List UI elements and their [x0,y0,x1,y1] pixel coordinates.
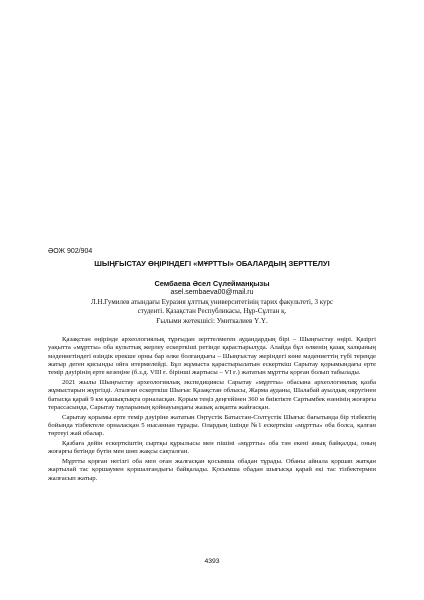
author-name: Сембаева Әсел Сүлейманқызы [154,279,270,288]
paragraph-5: Мұртты қорған негізгі оба мен оған жалғасқан қосымша обадан тұрады. Обаны айнала қоршап жатқан жартылай тас қоршаумен қоршалғандығы байқалады. Қосымша обадан шығысқа қарай екі тас тізбектермен жалғасып жатыр. [48,458,376,482]
article-body [48,336,376,485]
article-title: ШЫҢҒЫСТАУ ӨҢІРІНДЕГІ «МҰРТТЫ» ОБАЛАРДЫҢ ЗЕРТТЕЛУІ [94,259,330,268]
udc-code: ӘОЖ 902/904 [48,248,93,255]
paragraph-3: Сарытау қорымы ерте темір дәуірінe жататын Оңтүстік Батыстан-Солтүстік Шығыс бағытында бір тізбектің бойында тізбектеле орналасқан 5 нысаннан тұрады. Олардың ішінде №1 ескерткіш «мұртты» оба болса, қалған төртеуі жай обалар. [48,413,376,438]
author-email: asel.sembaeva00@mail.ru [170,289,254,296]
page-number: 4393 [204,558,220,565]
affiliation-line-1: Л.Н.Гумилев атындағы Еуразия ұлттық университетінің тарих факультеті, 3 курс [90,298,334,306]
paragraph-2: 2021 жылы Шыңғыстау археологиялық экспедициясы Сарытау «мұртты» обасына археологиялық қазба жұмыстарын жүргізді. Аталған ескерткіш Шығыс Қазақстан облысы, Жарма ауданы, Шалабай ауылдық округінен батысқа қарай 9 км қашықтықта орналасқан. Қорым теңіз деңгейінен 360 м биіктікте Сартымбек өзенінің жоғарғы терассасында, Сарытау тауларының қойнауындағы жазық алқапта жайғасқан. [48,378,376,411]
supervisor-line: Ғылыми жетекшісі: Умиткалиев Ү.Ү. [156,317,268,325]
affiliation-line-2: студенті. Қазақстан Республикасы, Нұр-Сұлтан қ. [137,307,287,315]
paragraph-1: Қазақстан өңірінде археологиялық тұрғыдан зерттелмеген аудандардың бірі – Шыңғыстау өңірі. Қазіргі уақытта «мұртты» оба культтық жерлеу ескерткіші ретінде қарастырылуда. Алайда бұл өлкенің қазақ халқының мәдениетіндегі өзіндік ерекше орны бар өлке болғандығы – Шыңғыстау жеріндегі көне мәдениеттің түбі тереңде жатыр деген қисынды ойға итермелейді. Бұл жұмыста қарастырылатын ескерткіш Сарытау қорымындағы ерте темір дәуірінің ерте кезеңіне (б.з.д. VIII ғ. бірінші жартысы – VI ғ.) жататын мұртты қорған болып табылады. [48,336,376,377]
paragraph-4: Қазбаға дейін ескерткіштің сыртқы құрылысы мен пішіні «мұртты» оба тән екені анық байқалды, оның жоғарғы бетінде бүтін мен шөп жақсы сақталған. [48,440,376,456]
